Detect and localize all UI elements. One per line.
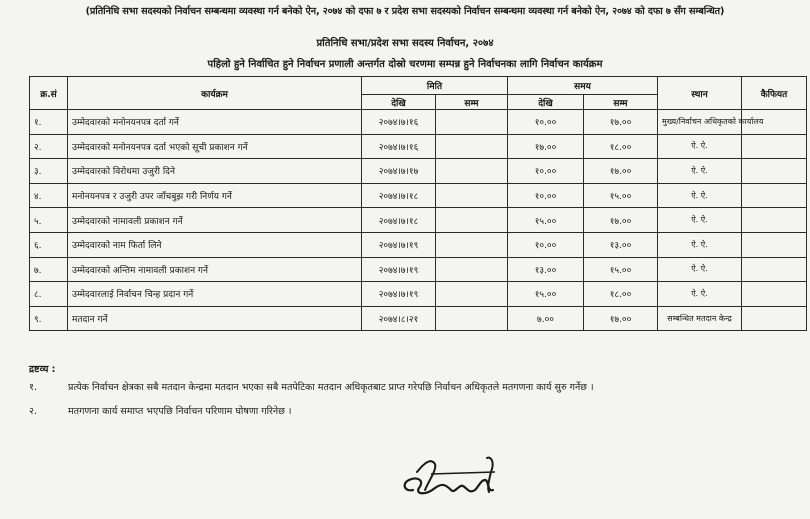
row-remarks (742, 232, 807, 257)
col-date-group-header: मिति (362, 77, 508, 95)
row-remarks (742, 159, 807, 184)
col-date-from-header: देखि (362, 95, 436, 110)
note-item (29, 380, 594, 393)
row-date-to (436, 232, 508, 257)
row-location: ऐ. ऐ. (658, 134, 742, 159)
row-time-from: १३.०० (508, 257, 584, 282)
row-date-to (436, 183, 508, 208)
row-location: ऐ. ऐ. (658, 159, 742, 184)
row-serial: ६. (30, 232, 68, 257)
row-time-from: ७.०० (508, 306, 584, 331)
col-time-to-header: सम्म (584, 95, 658, 110)
row-time-to: १८.०० (584, 134, 658, 159)
row-date-from: २०७४।८।२१ (362, 306, 436, 331)
row-time-to: १७.०० (584, 208, 658, 233)
table-row (30, 257, 807, 282)
row-remarks (742, 306, 807, 331)
header-legal-reference: (प्रतिनिधि सभा सदस्यको निर्वाचन सम्बन्धमा व्यवस्था गर्न बनेको ऐन, २०७४ को दफा ७ र प्रदेश सभा सदस्यको निर्वाचन सम्बन्धमा व्यवस्था गर्न बनेको ऐन, २०७४ को दफा ७ सँग सम्बन्धित) (85, 6, 725, 17)
col-time-from-header: देखि (508, 95, 584, 110)
row-serial: ९. (30, 306, 68, 331)
row-location: सम्बन्धित मतदान केन्द्र (658, 306, 742, 331)
row-time-from: १५.०० (508, 208, 584, 233)
row-date-from: २०७४।७।१९ (362, 257, 436, 282)
table-row (30, 134, 807, 159)
row-location: ऐ. ऐ. (658, 208, 742, 233)
row-serial: १. (30, 110, 68, 135)
table-row (30, 159, 807, 184)
row-program: उम्मेदवारको मनोनयनपत्र दर्ता गर्ने (68, 110, 362, 135)
col-location-header: स्थान (658, 77, 742, 110)
row-time-to: १७.०० (584, 110, 658, 135)
table-row (30, 208, 807, 233)
table-row (30, 306, 807, 331)
row-serial: २. (30, 134, 68, 159)
row-time-from: १०.०० (508, 159, 584, 184)
row-date-from: २०७४।७।१८ (362, 208, 436, 233)
table-row (30, 183, 807, 208)
row-program: मतदान गर्ने (68, 306, 362, 331)
col-program-header: कार्यक्रम (68, 77, 362, 110)
row-remarks (742, 208, 807, 233)
col-serial-header: क्र.सं (30, 77, 68, 110)
note-item (29, 404, 291, 417)
row-program: मनोनयनपत्र र उजुरी उपर जाँचबुझ गरी निर्णय गर्ने (68, 183, 362, 208)
header-election-title: प्रतिनिधि सभा/प्रदेश सभा सदस्य निर्वाचन, २०७४ (316, 38, 494, 49)
note-number: २. (29, 406, 37, 417)
row-time-from: १०.०० (508, 183, 584, 208)
row-program: उम्मेदवारको विरोधमा उजुरी दिने (68, 159, 362, 184)
row-program: उम्मेदवारको नाम फिर्ता लिने (68, 232, 362, 257)
election-schedule-table (29, 76, 807, 331)
col-time-group-header: समय (508, 77, 658, 95)
row-date-from: २०७४।७।१९ (362, 232, 436, 257)
row-serial: ४. (30, 183, 68, 208)
row-remarks (742, 134, 807, 159)
row-date-from: २०७४।७।१७ (362, 159, 436, 184)
row-remarks (742, 183, 807, 208)
row-program: उम्मेदवारलाई निर्वाचन चिन्ह प्रदान गर्ने (68, 282, 362, 307)
table-row (30, 282, 807, 307)
header-schedule-title: पहिलो हुने निर्वाचित हुने निर्वाचन प्रणाली अन्तर्गत दोस्रो चरणमा सम्पन्न हुने निर्वाचनका लागि निर्वाचन कार्यक्रम (207, 59, 603, 70)
row-date-from: २०७४।७।१६ (362, 110, 436, 135)
note-text: प्रत्येक निर्वाचन क्षेत्रका सबै मतदान केन्द्रमा मतदान भएका सबै मतपेटिका मतदान अधिकृतबाट प्राप्त गरेपछि निर्वाचन अधिकृतले मतगणना कार्य सुरु गर्नेछ । (68, 382, 594, 393)
row-date-to (436, 110, 508, 135)
note-text: मतगणना कार्य समाप्त भएपछि निर्वाचन परिणाम घोषणा गरिनेछ । (68, 406, 292, 417)
row-time-from: १५.०० (508, 282, 584, 307)
row-date-to (436, 134, 508, 159)
row-location: ऐ. ऐ. (658, 282, 742, 307)
row-location: ऐ. ऐ. (658, 183, 742, 208)
row-time-to: १७.०० (584, 159, 658, 184)
row-date-to (436, 282, 508, 307)
table-row (30, 232, 807, 257)
notes-title: द्रष्टव्य : (29, 364, 56, 375)
row-serial: ७. (30, 257, 68, 282)
row-remarks (742, 257, 807, 282)
row-date-to (436, 306, 508, 331)
row-program: उम्मेदवारको नामावली प्रकाशन गर्ने (68, 208, 362, 233)
row-date-from: २०७४।७।१८ (362, 183, 436, 208)
row-time-to: १५.०० (584, 257, 658, 282)
row-serial: ३. (30, 159, 68, 184)
row-remarks (742, 282, 807, 307)
row-serial: ८. (30, 282, 68, 307)
row-time-to: १८.०० (584, 282, 658, 307)
row-location: मुख्य/निर्वाचन अधिकृतको कार्यालय (658, 110, 742, 135)
col-date-to-header: सम्म (436, 95, 508, 110)
row-date-from: २०७४।७।१९ (362, 282, 436, 307)
row-date-to (436, 159, 508, 184)
signature (395, 450, 505, 505)
row-time-from: १७.०० (508, 134, 584, 159)
row-time-to: १३.०० (584, 232, 658, 257)
row-time-to: १७.०० (584, 306, 658, 331)
row-location: ऐ. ऐ. (658, 257, 742, 282)
row-date-to (436, 208, 508, 233)
row-program: उम्मेदवारको मनोनयनपत्र दर्ता भएको सूची प्रकाशन गर्ने (68, 134, 362, 159)
row-location: ऐ. ऐ. (658, 232, 742, 257)
row-time-to: १५.०० (584, 183, 658, 208)
row-time-from: १०.०० (508, 232, 584, 257)
table-row (30, 110, 807, 135)
row-program: उम्मेदवारको अन्तिम नामावली प्रकाशन गर्ने (68, 257, 362, 282)
note-number: १. (29, 382, 37, 393)
row-time-from: १०.०० (508, 110, 584, 135)
row-date-from: २०७४।७।१६ (362, 134, 436, 159)
row-date-to (436, 257, 508, 282)
col-remarks-header: कैफियत (742, 77, 807, 110)
row-serial: ५. (30, 208, 68, 233)
